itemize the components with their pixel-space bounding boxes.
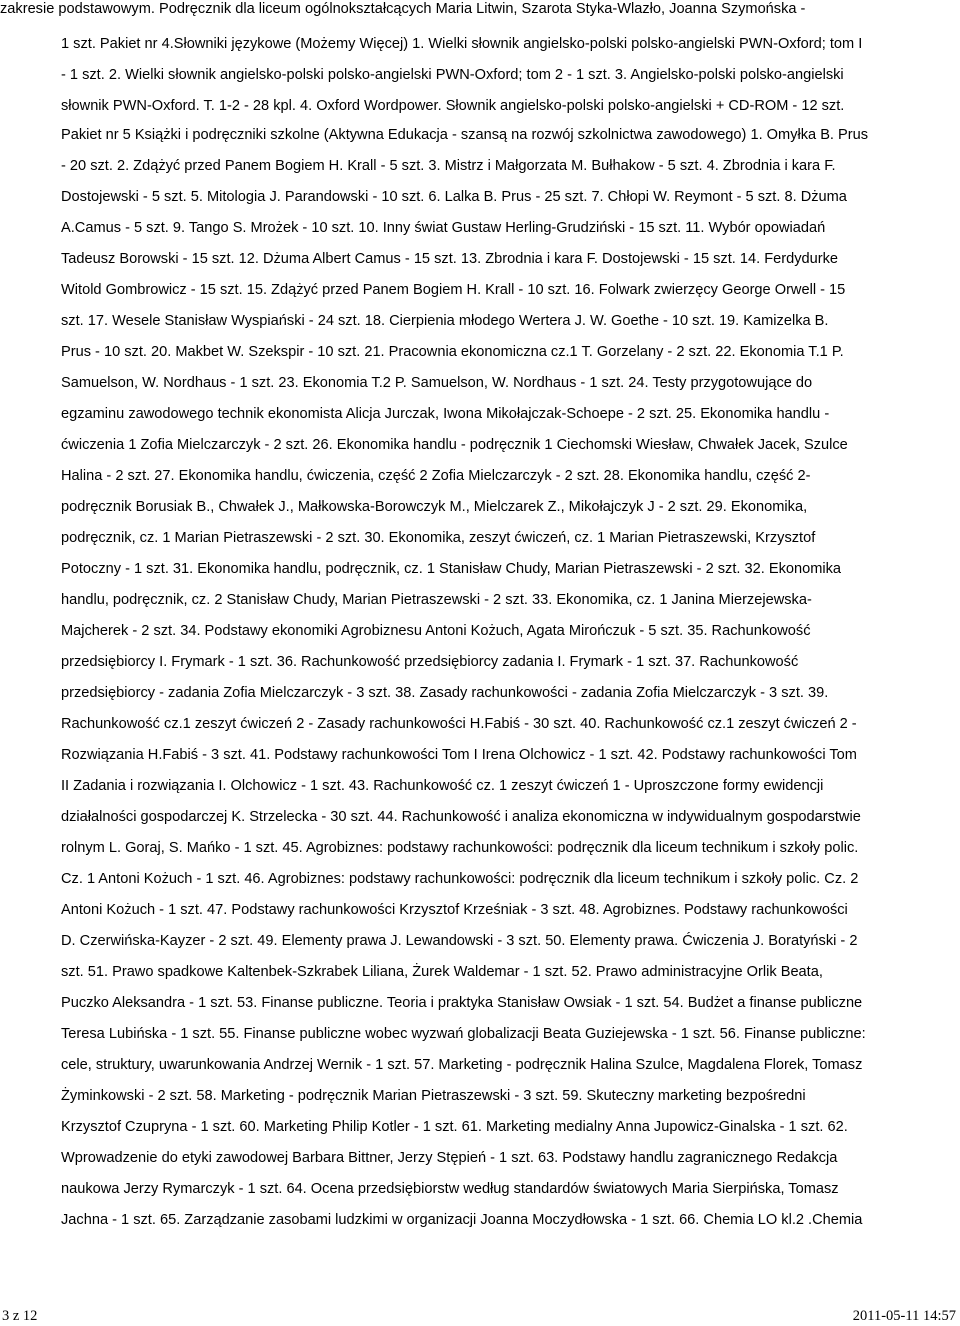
text-line: - 20 szt. 2. Zdążyć przed Panem Bogiem H. Krall - 5 szt. 3. Mistrz i Małgorzata M. Bułhakow - 5 szt. 4. Zbrodnia i kara F. [61, 158, 836, 174]
page-number: 3 z 12 [2, 1308, 38, 1324]
text-line: Cz. 1 Antoni Kożuch - 1 szt. 46. Agrobiznes: podstawy rachunkowości: podręcznik dla liceum technikum i szkoły polic. Cz. 2 [61, 871, 859, 887]
text-line: szt. 51. Prawo spadkowe Kaltenbek-Szkrabek Liliana, Żurek Waldemar - 1 szt. 52. Prawo administracyjne Orlik Beata, [61, 964, 823, 980]
text-line: Żyminkowski - 2 szt. 58. Marketing - podręcznik Marian Pietraszewski - 3 szt. 59. Skuteczny marketing bezpośredni [61, 1088, 806, 1104]
text-line: szt. 17. Wesele Stanisław Wyspiański - 24 szt. 18. Cierpienia młodego Wertera J. W. Goethe - 10 szt. 19. Kamizelka B. [61, 313, 829, 329]
text-line: naukowa Jerzy Rymarczyk - 1 szt. 64. Ocena przedsiębiorstw według standardów światowych Maria Sierpińska, Tomasz [61, 1181, 839, 1197]
text-line: Antoni Kożuch - 1 szt. 47. Podstawy rachunkowości Krzysztof Krześniak - 3 szt. 48. Agrobiznes. Podstawy rachunkowości [61, 902, 848, 918]
text-line: Prus - 10 szt. 20. Makbet W. Szekspir - 10 szt. 21. Pracownia ekonomiczna cz.1 T. Gorzelany - 2 szt. 22. Ekonomia T.1 P. [61, 344, 844, 360]
text-line: Majcherek - 2 szt. 34. Podstawy ekonomiki Agrobiznesu Antoni Kożuch, Agata Mirończuk - 5 szt. 35. Rachunkowość [61, 623, 811, 639]
text-line: Samuelson, W. Nordhaus - 1 szt. 23. Ekonomia T.2 P. Samuelson, W. Nordhaus - 1 szt. 24. Testy przygotowujące do [61, 375, 813, 391]
text-line: Halina - 2 szt. 27. Ekonomika handlu, ćwiczenia, część 2 Zofia Mielczarczyk - 2 szt. 28. Ekonomika handlu, część 2- [61, 468, 811, 484]
text-line: Rachunkowość cz.1 zeszyt ćwiczeń 2 - Zasady rachunkowości H.Fabiś - 30 szt. 40. Rachunkowość cz.1 zeszyt ćwiczeń 2 - [61, 716, 857, 732]
text-line: Witold Gombrowicz - 15 szt. 15. Zdążyć przed Panem Bogiem H. Krall - 10 szt. 16. Folwark zwierzęcy George Orwell - 15 [61, 282, 846, 298]
text-line: Dostojewski - 5 szt. 5. Mitologia J. Parandowski - 10 szt. 6. Lalka B. Prus - 25 szt. 7. Chłopi W. Reymont - 5 szt. 8. Dżuma [61, 189, 847, 205]
text-line: przedsiębiorcy - zadania Zofia Mielczarczyk - 3 szt. 38. Zasady rachunkowości - zadania Zofia Mielczarczyk - 3 szt. 39. [61, 685, 829, 701]
text-line: 1 szt. Pakiet nr 4.Słowniki językowe (Możemy Więcej) 1. Wielki słownik angielsko-polski polsko-angielski PWN-Oxford; tom I [61, 36, 863, 52]
text-line: podręcznik, cz. 1 Marian Pietraszewski - 2 szt. 30. Ekonomika, zeszyt ćwiczeń, cz. 1 Marian Pietraszewski, Krzysztof [61, 530, 816, 546]
text-line: Potoczny - 1 szt. 31. Ekonomika handlu, podręcznik, cz. 1 Stanisław Chudy, Marian Pietraszewski - 2 szt. 32. Ekonomika [61, 561, 842, 577]
print-timestamp: 2011-05-11 14:57 [852, 1308, 956, 1324]
text-line: cele, struktury, uwarunkowania Andrzej Wernik - 1 szt. 57. Marketing - podręcznik Halina Szulce, Magdalena Florek, Tomasz [61, 1057, 863, 1073]
text-line: przedsiębiorcy I. Frymark - 1 szt. 36. Rachunkowość przedsiębiorcy zadania I. Frymark - 1 szt. 37. Rachunkowość [61, 654, 799, 670]
text-line: Tadeusz Borowski - 15 szt. 12. Dżuma Albert Camus - 15 szt. 13. Zbrodnia i kara F. Dostojewski - 15 szt. 14. Ferdydurke [61, 251, 839, 267]
text-line: podręcznik Borusiak B., Chwałek J., Małkowska-Borowczyk M., Mielczarek Z., Mikołajczyk J - 2 szt. 29. Ekonomika, [61, 499, 808, 515]
text-line: D. Czerwińska-Kayzer - 2 szt. 49. Elementy prawa J. Lewandowski - 3 szt. 50. Elementy prawa. Ćwiczenia J. Boratyński - 2 [61, 933, 858, 949]
text-line: Puczko Aleksandra - 1 szt. 53. Finanse publiczne. Teoria i praktyka Stanisław Owsiak - 1 szt. 54. Budżet a finanse publiczne [61, 995, 863, 1011]
text-line: działalności gospodarczej K. Strzelecka - 30 szt. 44. Rachunkowość i analiza ekonomiczna w indywidualnym gospodarstwie [61, 809, 861, 825]
text-line: Pakiet nr 5 Książki i podręczniki szkolne (Aktywna Edukacja - szansą na rozwój szkolnictwa zawodowego) 1. Omyłka B. Prus [61, 127, 869, 143]
text-line: rolnym L. Goraj, S. Mańko - 1 szt. 45. Agrobiznes: podstawy rachunkowości: podręcznik dla liceum technikum i szkoły polic. [61, 840, 859, 856]
text-line: Krzysztof Czupryna - 1 szt. 60. Marketing Philip Kotler - 1 szt. 61. Marketing medialny Anna Jupowicz-Ginalska - 1 szt. 62. [61, 1119, 848, 1135]
text-line: zakresie podstawowym. Podręcznik dla liceum ogólnokształcących Maria Litwin, Szarota Styka-Wlazło, Joanna Szymońska - [0, 1, 806, 17]
text-line: egzaminu zawodowego technik ekonomista Alicja Jurczak, Iwona Mikołajczak-Schoepe - 2 szt. 25. Ekonomika handlu - [61, 406, 830, 422]
text-line: Rozwiązania H.Fabiś - 3 szt. 41. Podstawy rachunkowości Tom I Irena Olchowicz - 1 szt. 42. Podstawy rachunkowości Tom [61, 747, 857, 763]
text-line: ćwiczenia 1 Zofia Mielczarczyk - 2 szt. 26. Ekonomika handlu - podręcznik 1 Ciechomski Wiesław, Chwałek Jacek, Szulce [61, 437, 848, 453]
text-line: Jachna - 1 szt. 65. Zarządzanie zasobami ludzkimi w organizacji Joanna Moczydłowska - 1 szt. 66. Chemia LO kl.2 .Chemia [61, 1212, 863, 1228]
text-line: II Zadania i rozwiązania I. Olchowicz - 1 szt. 43. Rachunkowość cz. 1 zeszyt ćwiczeń 1 - Uproszczone formy ewidencji [61, 778, 824, 794]
text-line: Wprowadzenie do etyki zawodowej Barbara Bittner, Jerzy Stępień - 1 szt. 63. Podstawy handlu zagranicznego Redakcja [61, 1150, 838, 1166]
text-line: handlu, podręcznik, cz. 2 Stanisław Chudy, Marian Pietraszewski - 2 szt. 33. Ekonomika, cz. 1 Janina Mierzejewska- [61, 592, 812, 608]
text-line: - 1 szt. 2. Wielki słownik angielsko-polski polsko-angielski PWN-Oxford; tom 2 - 1 szt. 3. Angielsko-polski polsko-angielski [61, 67, 844, 83]
text-line: Teresa Lubińska - 1 szt. 55. Finanse publiczne wobec wyzwań globalizacji Beata Guziejewska - 1 szt. 56. Finanse publiczne: [61, 1026, 866, 1042]
text-line: A.Camus - 5 szt. 9. Tango S. Mrożek - 10 szt. 10. Inny świat Gustaw Herling-Grudziński - 15 szt. 11. Wybór opowiadań [61, 220, 826, 236]
text-line: słownik PWN-Oxford. T. 1-2 - 28 kpl. 4. Oxford Wordpower. Słownik angielsko-polski polsko-angielski + CD-ROM - 12 szt. [61, 98, 845, 114]
